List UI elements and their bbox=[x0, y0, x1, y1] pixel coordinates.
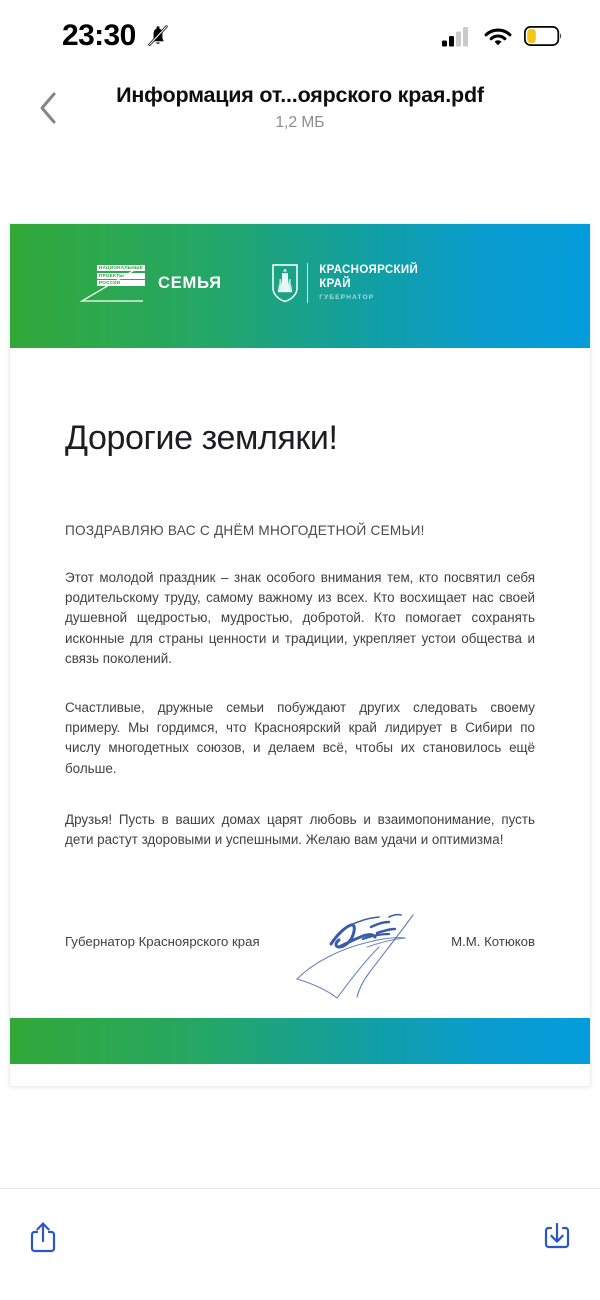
bell-mute-icon bbox=[145, 23, 171, 49]
logo-divider bbox=[307, 263, 309, 303]
status-bar-left bbox=[62, 21, 171, 51]
pdf-scroll-area[interactable] bbox=[0, 166, 600, 1188]
signatory-role: Губернатор Красноярского края bbox=[65, 933, 260, 949]
national-projects-wordmark-stack bbox=[97, 265, 145, 286]
handwritten-signature-icon bbox=[293, 913, 428, 1003]
bottom-toolbar bbox=[0, 1188, 600, 1300]
national-projects-theme-word: СЕМЬЯ bbox=[158, 273, 222, 292]
letter-paragraph: Счастливые, дружные семьи побуждают других следовать своему примеру. Мы гордимся, что Красноярский край лидирует в Сибири по числу многодетных союзов, и делаем всё, чтобы их становилось ещё больше. bbox=[65, 699, 535, 776]
krasnoyarsk-krai-logo bbox=[271, 263, 418, 303]
krasnoyarsk-krai-wordmark bbox=[316, 264, 418, 302]
letter-heading: Дорогие земляки! bbox=[65, 419, 338, 457]
signatory-name: М.М. Котюков bbox=[451, 933, 535, 949]
national-projects-logo bbox=[79, 262, 222, 304]
krasnoyarsk-line-2: КРАЙ bbox=[319, 277, 351, 290]
krasnoyarsk-line-1: КРАСНОЯРСКИЙ bbox=[319, 264, 419, 277]
share-button[interactable] bbox=[15, 1209, 71, 1265]
brand-row bbox=[79, 262, 418, 304]
status-bar-right bbox=[442, 26, 562, 47]
share-icon bbox=[29, 1221, 57, 1253]
page-footer-band bbox=[10, 1018, 590, 1064]
status-bar-clock: 23:30 bbox=[62, 19, 136, 52]
np-line-1: НАЦИОНАЛЬНЫЕ bbox=[99, 265, 143, 270]
national-projects-mark-icon bbox=[79, 262, 147, 304]
page-header-band bbox=[10, 224, 590, 348]
status-bar bbox=[0, 0, 600, 72]
back-button[interactable] bbox=[26, 86, 70, 130]
krasnoyarsk-line-3: ГУБЕРНАТОР bbox=[319, 294, 375, 302]
signature-row bbox=[65, 917, 535, 1017]
np-line-2: ПРОЕКТЫ bbox=[97, 273, 145, 279]
letter-body bbox=[10, 348, 590, 1017]
np-line-3: РОССИИ bbox=[97, 280, 145, 286]
document-title: Информация от...оярского края.pdf bbox=[116, 83, 484, 107]
letter-salutation: ПОЗДРАВЛЯЮ ВАС С ДНЁМ МНОГОДЕТНОЙ СЕМЬИ! bbox=[65, 523, 425, 539]
letter-paragraph: Этот молодой праздник – знак особого внимания тем, кто посвятил себя родительскому труду, самому важному из всех. Кто восхищает нас своей душевной щедростью, мудростью, добротой. Кто помогает сохранять исконные для страны ценности и традиции, укрепляет устои общества и связь поколений. bbox=[65, 569, 535, 667]
document-filesize: 1,2 МБ bbox=[275, 113, 325, 131]
chevron-left-icon bbox=[37, 91, 59, 125]
pdf-page bbox=[10, 224, 590, 1086]
krasnoyarsk-krai-shield-icon bbox=[271, 263, 299, 303]
download-icon bbox=[543, 1221, 571, 1253]
navigation-bar bbox=[0, 72, 600, 162]
cellular-signal-icon bbox=[442, 26, 472, 47]
navigation-titles bbox=[90, 82, 510, 132]
letter-paragraph: Друзья! Пусть в ваших домах царят любовь и взаимопонимание, пусть дети растут здоровыми и успешными. Желаю вам удачи и оптимизма! bbox=[65, 812, 535, 848]
battery-icon bbox=[524, 26, 562, 46]
wifi-icon bbox=[484, 26, 512, 47]
download-button[interactable] bbox=[529, 1209, 585, 1265]
